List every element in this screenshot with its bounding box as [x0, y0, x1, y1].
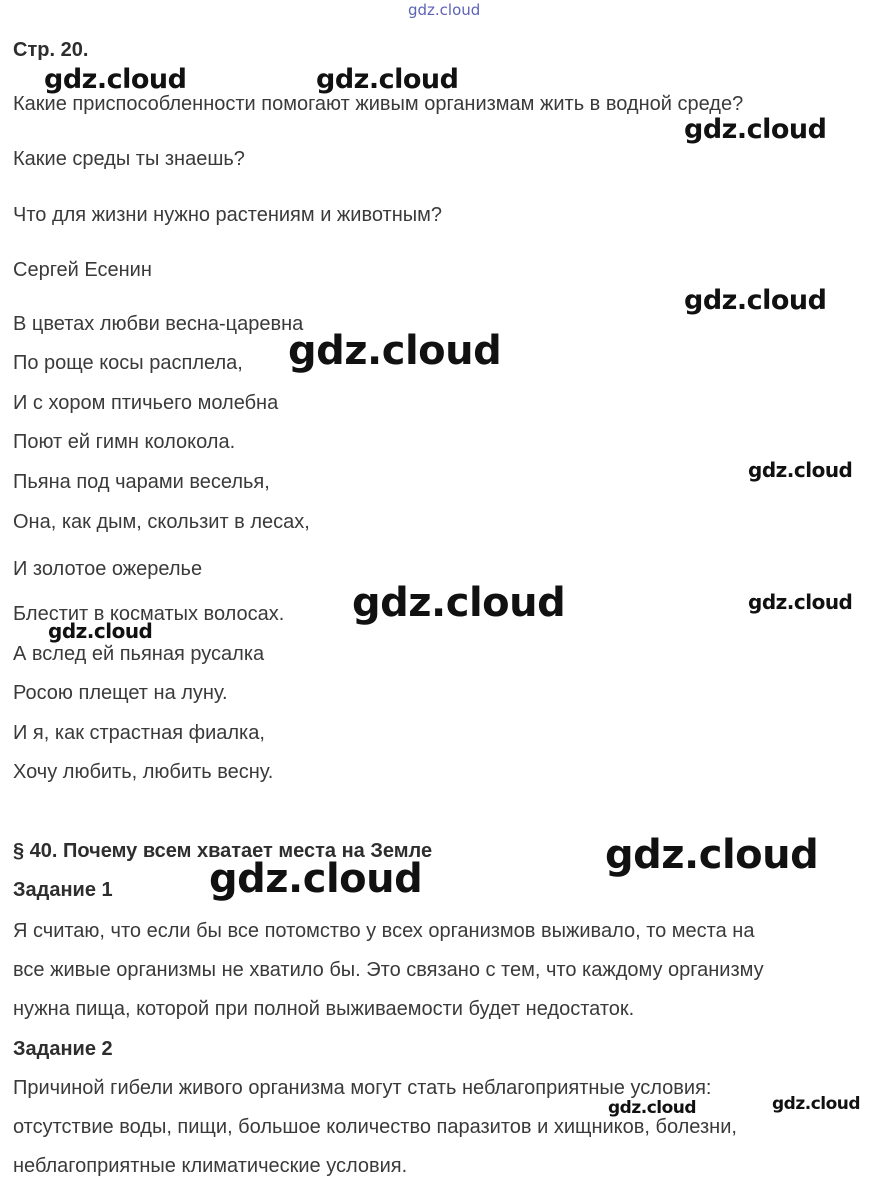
watermark: gdz.cloud	[684, 114, 827, 145]
poem-line: Хочу любить, любить весну.	[13, 761, 274, 783]
task-text-line: нужна пища, которой при полной выживаемости будет недостаток.	[13, 998, 635, 1020]
task-text-line: Я считаю, что если бы все потомство у всех организмов выживало, то места на	[13, 920, 755, 942]
task-text-line: отсутствие воды, пищи, большое количество паразитов и хищников, болезни,	[13, 1116, 737, 1138]
section-title: § 40. Почему всем хватает места на Земле	[13, 840, 433, 862]
watermark: gdz.cloud	[209, 856, 423, 902]
watermark: gdz.cloud	[684, 285, 827, 316]
question-3: Что для жизни нужно растениям и животным?	[13, 204, 443, 226]
top-watermark: gdz.cloud	[408, 1, 481, 19]
poem-line: Росою плещет на луну.	[13, 682, 228, 704]
poem-author: Сергей Есенин	[13, 259, 152, 281]
poem-line: В цветах любви весна-царевна	[13, 313, 304, 335]
watermark: gdz.cloud	[605, 832, 819, 878]
watermark: gdz.cloud	[316, 64, 459, 95]
watermark: gdz.cloud	[608, 1098, 697, 1118]
poem-line: Пьяна под чарами веселья,	[13, 471, 270, 493]
poem-line: А вслед ей пьяная русалка	[13, 643, 265, 665]
page-label: Стр. 20.	[13, 39, 89, 61]
watermark: gdz.cloud	[748, 590, 853, 614]
question-1: Какие приспособленности помогают живым организмам жить в водной среде?	[13, 93, 744, 115]
poem-line: Поют ей гимн колокола.	[13, 431, 236, 453]
poem-line: По роще косы расплела,	[13, 352, 243, 374]
poem-line: И я, как страстная фиалка,	[13, 722, 265, 744]
poem-line: Она, как дым, скользит в лесах,	[13, 511, 310, 533]
poem-line: Блестит в косматых волосах.	[13, 603, 285, 625]
watermark: gdz.cloud	[48, 619, 153, 643]
task-text-line: неблагоприятные климатические условия.	[13, 1155, 408, 1177]
watermark: gdz.cloud	[748, 458, 853, 482]
watermark: gdz.cloud	[288, 328, 502, 374]
poem-line: И с хором птичьего молебна	[13, 392, 279, 414]
task-heading: Задание 1	[13, 879, 113, 901]
question-2: Какие среды ты знаешь?	[13, 148, 245, 170]
poem-line: И золотое ожерелье	[13, 558, 203, 580]
watermark: gdz.cloud	[772, 1094, 861, 1114]
watermark: gdz.cloud	[352, 580, 566, 626]
task-text-line: Причиной гибели живого организма могут стать неблагоприятные условия:	[13, 1077, 712, 1099]
watermark: gdz.cloud	[44, 64, 187, 95]
task-heading: Задание 2	[13, 1038, 113, 1060]
task-text-line: все живые организмы не хватило бы. Это связано с тем, что каждому организму	[13, 959, 764, 981]
